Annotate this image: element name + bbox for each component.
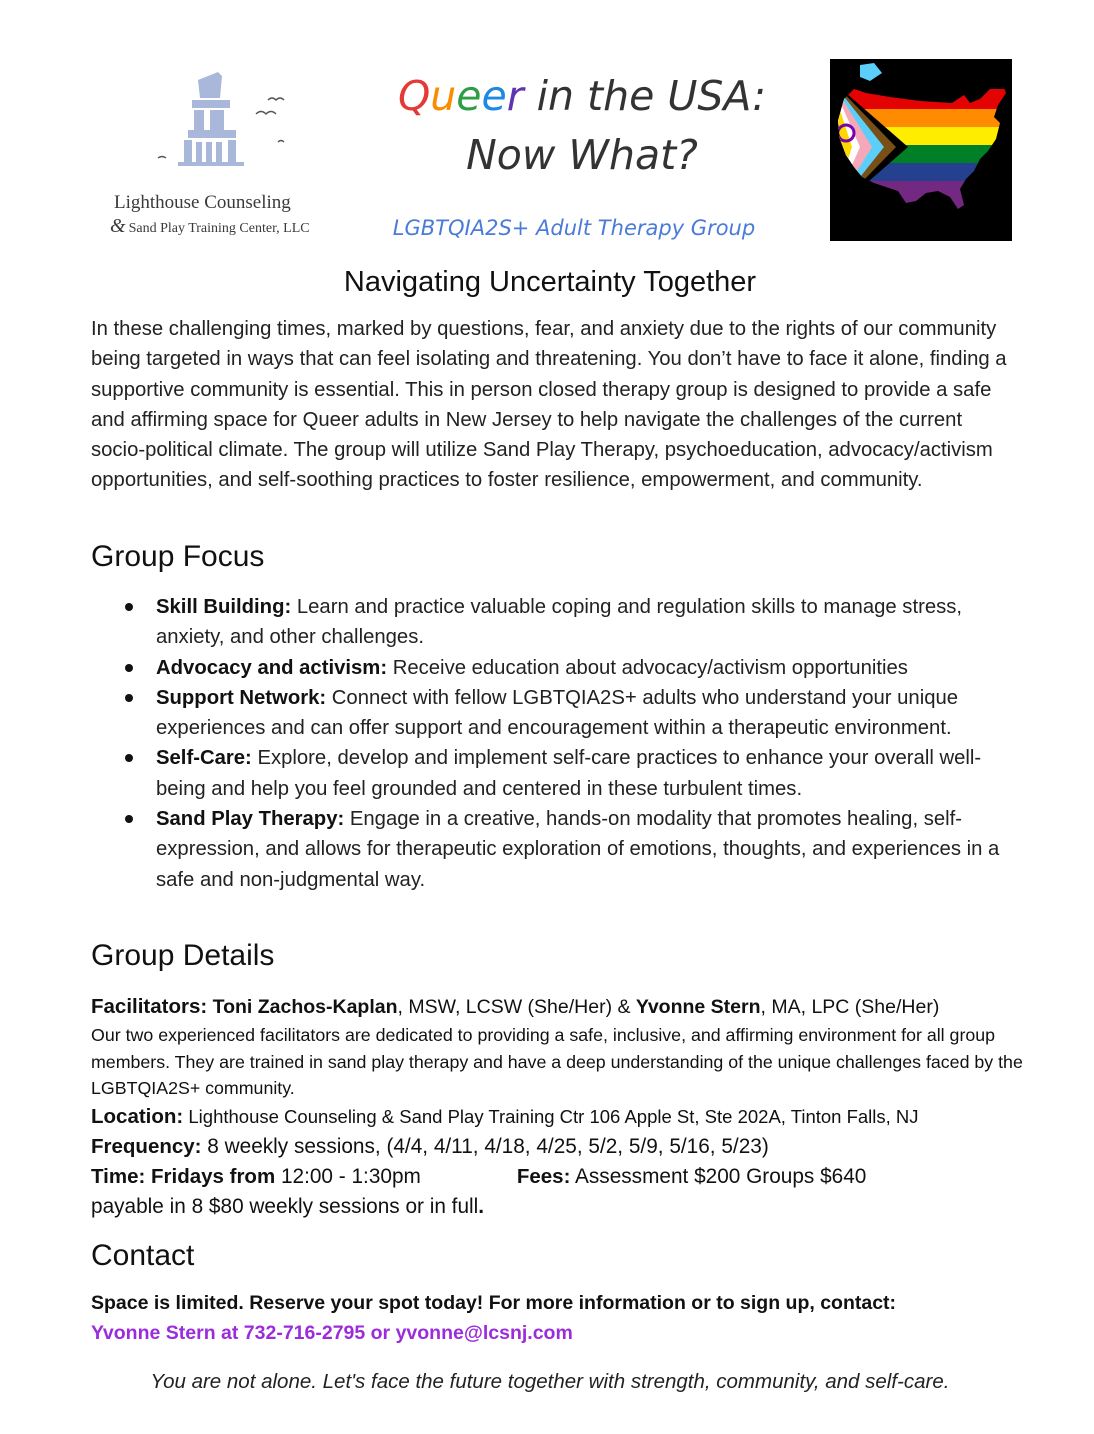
page-title xyxy=(372,72,792,120)
logo-subtitle-text: Sand Play Training Center, LLC xyxy=(128,221,310,236)
location-line xyxy=(91,1102,1031,1132)
title-letter: Q xyxy=(397,72,431,120)
group-focus-heading: Group Focus xyxy=(91,540,265,573)
time-value: 12:00 - 1:30pm xyxy=(275,1164,421,1188)
focus-text: Engage in a creative, hands-on modality that promotes healing, self-expression, and allows for therapeutic exploration of emotions, thoughts, and experiences in a safe and non-judgmental way. xyxy=(156,808,1000,891)
focus-label: Skill Building: xyxy=(156,596,292,618)
frequency-value: 8 weekly sessions, (4/4, 4/11, 4/18, 4/25, 5/2, 5/9, 5/16, 5/23) xyxy=(201,1134,769,1158)
fees-label: Fees: xyxy=(516,1164,571,1188)
bullet-icon xyxy=(125,754,133,762)
section-heading-navigating: Navigating Uncertainty Together xyxy=(343,266,757,298)
contact-heading: Contact xyxy=(91,1239,195,1272)
focus-label: Sand Play Therapy: xyxy=(156,808,345,831)
lighthouse-logo xyxy=(108,70,348,240)
time-label: Time: Fridays from xyxy=(91,1164,276,1188)
list-item xyxy=(122,592,1017,653)
title-rest: in the USA: xyxy=(523,72,767,120)
logo-ampersand: & xyxy=(110,215,126,237)
frequency-label: Frequency: xyxy=(91,1134,202,1158)
contact-link[interactable]: Yvonne Stern at 732-716-2795 or yvonne@lcsnj.com xyxy=(91,1322,573,1344)
bullet-icon xyxy=(125,603,133,611)
time-fees-line xyxy=(91,1162,1031,1192)
bullet-icon xyxy=(125,815,133,823)
title-letter: e xyxy=(456,72,482,120)
logo-subtitle xyxy=(110,215,310,238)
group-details xyxy=(91,992,1031,1222)
focus-label: Self-Care: xyxy=(156,747,252,770)
facilitators-label: Facilitators: xyxy=(91,995,208,1018)
lighthouse-logo-icon xyxy=(148,70,318,190)
focus-text: Learn and practice valuable coping and regulation skills to manage stress, anxiety, and other challenges. xyxy=(156,596,963,649)
title-letter: e xyxy=(481,72,507,120)
facilitator-2-creds: , MA, LPC (She/Her) xyxy=(760,996,940,1018)
list-item xyxy=(122,653,1017,683)
list-item xyxy=(122,804,1017,895)
closing-line: You are not alone. Let's face the future together with strength, community, and self-care. xyxy=(150,1370,950,1393)
facilitators-description: Our two experienced facilitators are dedicated to providing a safe, inclusive, and affirming environment for all group members. They are trained in sand play therapy and have a deep understanding of the unique challenges faced by the LGBTQIA2S+ community. xyxy=(91,1025,1023,1098)
focus-label: Advocacy and activism: xyxy=(156,656,388,679)
facilitators-line xyxy=(91,992,1031,1022)
focus-label: Support Network: xyxy=(156,686,327,709)
fees-value: Assessment $200 Groups $640 xyxy=(570,1164,867,1188)
bullet-icon xyxy=(125,694,133,702)
page-title-line2: Now What? xyxy=(466,131,698,179)
payment-end: . xyxy=(478,1194,485,1218)
intro-paragraph: In these challenging times, marked by questions, fear, and anxiety due to the rights of our community being targeted in ways that can feel isolating and threatening. You don’t have to face it alone, finding a supportive community is essential. This in person closed therapy group is designed to provide a safe and affirming space for Queer adults in New Jersey to help navigate the challenges of the current socio-political climate. The group will utilize Sand Play Therapy, psychoeducation, advocacy/activism opportunities, and self-soothing practices to foster resilience, empowerment, and community. xyxy=(91,318,1007,492)
facilitator-1-creds: , MSW, LCSW (She/Her) & xyxy=(397,996,636,1018)
title-letter: r xyxy=(506,72,524,120)
contact-info: Space is limited. Reserve your spot today! For more information or to sign up, contact: xyxy=(91,1292,897,1314)
page-subtitle: LGBTQIA2S+ Adult Therapy Group xyxy=(392,216,756,240)
focus-text: Receive education about advocacy/activism opportunities xyxy=(387,656,908,679)
list-item xyxy=(122,683,1017,744)
progress-pride-usa-map xyxy=(830,59,1012,241)
focus-text: Explore, develop and implement self-care practices to enhance your overall well-being and help you feel grounded and centered in these turbulent times. xyxy=(156,747,982,800)
progress-pride-usa-map-icon xyxy=(830,59,1012,241)
focus-text: Connect with fellow LGBTQIA2S+ adults who understand your unique experiences and can offer support and encouragement within a therapeutic environment. xyxy=(156,686,959,740)
frequency-line xyxy=(91,1132,1031,1162)
facilitator-2-name: Yvonne Stern xyxy=(635,996,761,1018)
title-letter: u xyxy=(430,72,457,120)
location-value: Lighthouse Counseling & Sand Play Training Ctr 106 Apple St, Ste 202A, Tinton Falls, NJ xyxy=(183,1105,919,1127)
group-details-heading: Group Details xyxy=(91,939,275,972)
focus-list xyxy=(122,592,1017,895)
payment-line xyxy=(91,1192,1031,1222)
location-label: Location: xyxy=(91,1104,184,1128)
facilitator-1-name: Toni Zachos-Kaplan xyxy=(212,996,398,1018)
list-item xyxy=(122,743,1017,804)
payment-value: payable in 8 $80 weekly sessions or in full xyxy=(91,1194,479,1218)
bullet-icon xyxy=(125,664,133,672)
logo-name: Lighthouse Counseling xyxy=(114,192,291,213)
